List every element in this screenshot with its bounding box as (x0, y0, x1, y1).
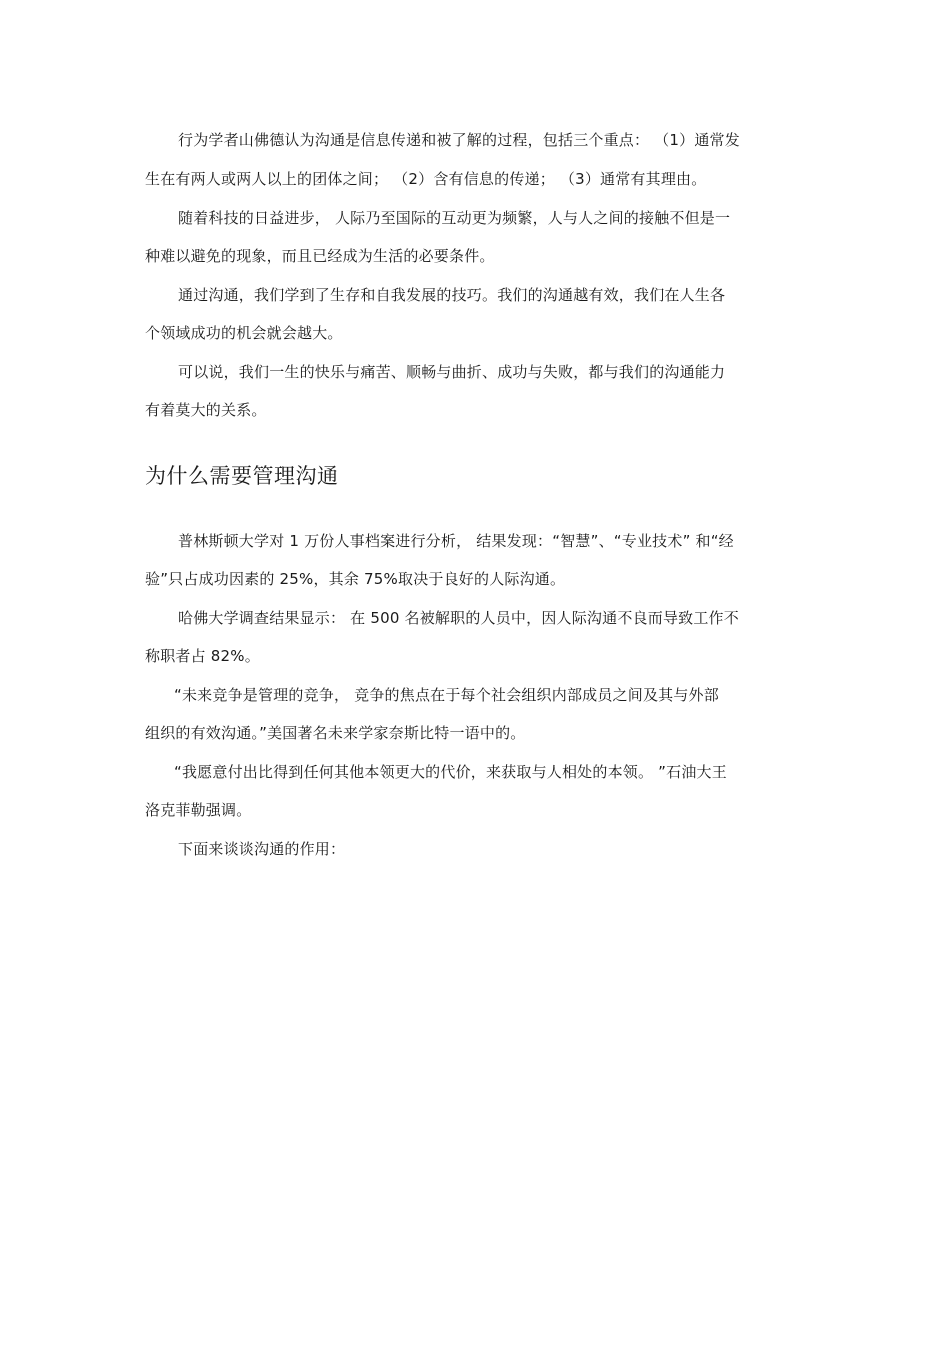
paragraph-line: “我愿意付出比得到任何其他本领更大的代价，来获取与人相处的本领。 ”石油大王 (174, 763, 727, 781)
paragraph-line: 可以说，我们一生的快乐与痛苦、顺畅与曲折、成功与失败，都与我们的沟通能力 (178, 363, 726, 381)
paragraph-line: 随着科技的日益进步， 人际乃至国际的互动更为频繁，人与人之间的接触不但是一 (178, 209, 731, 227)
paragraph-line: 种难以避免的现象，而且已经成为生活的必要条件。 (145, 247, 495, 265)
section-heading: 为什么需要管理沟通 (145, 464, 339, 488)
paragraph-line: 组织的有效沟通。”美国著名未来学家奈斯比特一语中的。 (145, 724, 526, 742)
paragraph-line: 洛克菲勒强调。 (145, 801, 252, 819)
paragraph-line: 有着莫大的关系。 (145, 401, 267, 419)
paragraph-line: “未来竞争是管理的竞争， 竞争的焦点在于每个社会组织内部成员之间及其与外部 (174, 686, 719, 704)
paragraph-line: 哈佛大学调查结果显示： 在 500 名被解职的人员中，因人际沟通不良而导致工作不 (178, 609, 739, 627)
paragraph-line: 行为学者山佛德认为沟通是信息传递和被了解的过程，包括三个重点： （1）通常发 (178, 131, 740, 149)
paragraph-line: 普林斯顿大学对 1 万份人事档案进行分析， 结果发现：“智慧”、“专业技术” 和“经 (178, 532, 734, 550)
paragraph-line: 称职者占 82%。 (145, 647, 260, 665)
paragraph-line: 生在有两人或两人以上的团体之间； （2）含有信息的传递； （3）通常有其理由。 (145, 170, 707, 188)
paragraph-line: 下面来谈谈沟通的作用： (178, 840, 346, 858)
paragraph-line: 验”只占成功因素的 25%，其余 75%取决于良好的人际沟通。 (145, 570, 566, 588)
paragraph-line: 通过沟通，我们学到了生存和自我发展的技巧。我们的沟通越有效，我们在人生各 (178, 286, 726, 304)
paragraph-line: 个领域成功的机会就会越大。 (145, 324, 343, 342)
